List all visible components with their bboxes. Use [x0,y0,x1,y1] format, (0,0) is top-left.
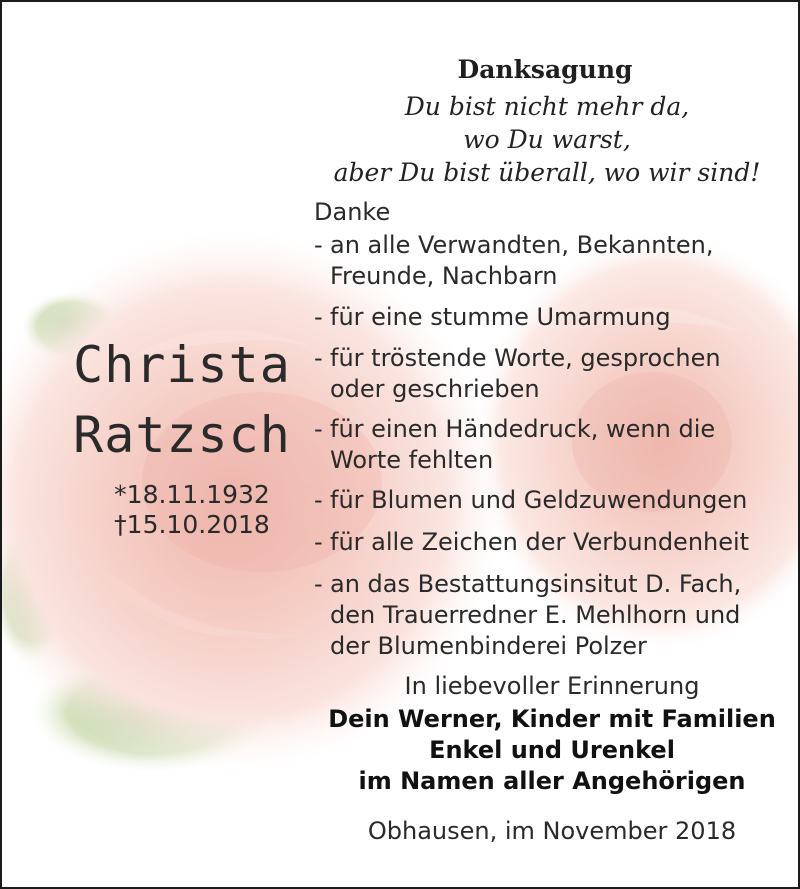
list-dash: - [314,528,323,556]
list-dash: - [314,303,323,331]
poem-line-3: aber Du bist überall, wo wir sind! [333,158,761,187]
list-item-line: für tröstende Worte, gesprochen [330,344,721,372]
list-item-line: Freunde, Nachbarn [330,262,558,290]
list-item-line: an das Bestattungsinsitut D. Fach, [330,570,742,598]
list-dash: - [314,486,323,514]
poem-line-1: Du bist nicht mehr da, [404,92,690,121]
list-dash: - [314,570,323,598]
list-item-line: der Blumenbinderei Polzer [330,632,647,660]
deceased-last-name: Ratzsch [73,406,291,464]
birth-date: *18.11.1932 [114,480,270,509]
thanks-intro: Danke [314,198,391,226]
signature-line-1: Dein Werner, Kinder mit Familien [328,705,776,733]
remembrance-text: In liebevoller Erinnerung [404,672,700,700]
list-item-line: oder geschrieben [330,375,540,403]
list-item-line: Worte fehlten [330,446,494,474]
place-date: Obhausen, im November 2018 [367,817,737,845]
deceased-first-name: Christa [73,336,291,394]
signature-line-3: im Namen aller Angehörigen [358,767,746,795]
signature-line-2: Enkel und Urenkel [429,736,675,764]
list-item-line: für alle Zeichen der Verbundenheit [330,528,750,556]
list-dash: - [314,415,323,443]
list-dash: - [314,231,323,259]
list-item-line: für einen Händedruck, wenn die [330,415,716,443]
list-item-line: den Trauerredner E. Mehlhorn und [330,601,741,629]
list-dash: - [314,344,323,372]
list-item-line: für Blumen und Geldzuwendungen [330,486,748,514]
poem-line-2: wo Du warst, [463,125,631,154]
list-item-line: für eine stumme Umarmung [330,303,671,331]
page-title: Danksagung [457,55,633,84]
list-item-line: an alle Verwandten, Bekannten, [330,231,714,259]
death-date: †15.10.2018 [114,510,270,539]
